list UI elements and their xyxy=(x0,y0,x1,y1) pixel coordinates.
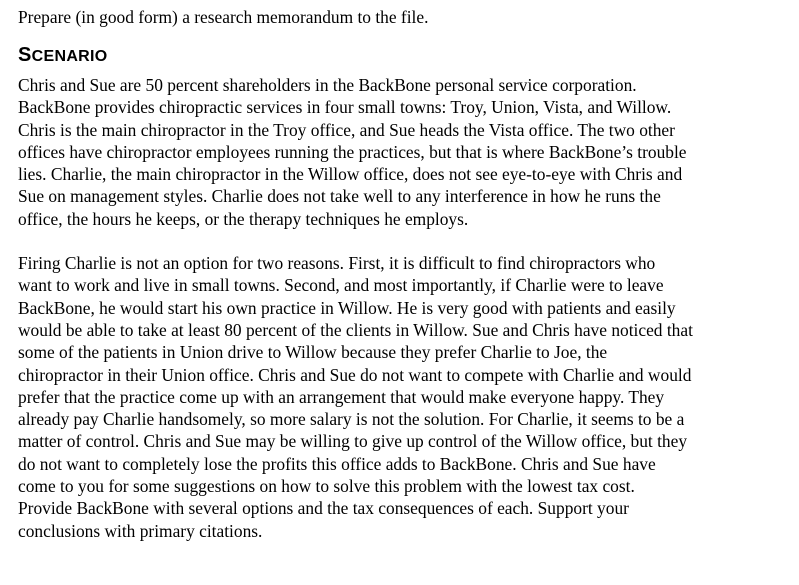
scenario-paragraph-2 xyxy=(18,252,794,542)
paragraph-line: Chris is the main chiropractor in the Troy office, and Sue heads the Vista office. The two other xyxy=(18,119,675,140)
paragraph-line: matter of control. Chris and Sue may be willing to give up control of the Willow office, but they xyxy=(18,431,688,452)
paragraph-line: prefer that the practice come up with an arrangement that would make everyone happy. They xyxy=(18,386,665,407)
paragraph-line: some of the patients in Union drive to Willow because they prefer Charlie to Joe, the xyxy=(18,342,608,363)
paragraph-line: BackBone, he would start his own practice in Willow. He is very good with patients and easily xyxy=(18,297,676,318)
intro-instruction: Prepare (in good form) a research memorandum to the file. xyxy=(18,7,429,27)
paragraph-line: already pay Charlie handsomely, so more salary is not the solution. For Charlie, it seems to be a xyxy=(18,409,685,430)
paragraph-line: come to you for some suggestions on how to solve this problem with the lowest tax cost. xyxy=(18,476,635,497)
paragraph-line: Provide BackBone with several options and the tax consequences of each. Support your xyxy=(18,498,629,519)
scenario-heading-rest: CENARIO xyxy=(31,48,108,65)
scenario-paragraph-1 xyxy=(18,74,794,230)
paragraph-line: conclusions with primary citations. xyxy=(18,520,263,541)
scenario-heading-initial: S xyxy=(18,44,32,66)
document-page xyxy=(18,6,794,542)
paragraph-line: BackBone provides chiropractic services in four small towns: Troy, Union, Vista, and Willow. xyxy=(18,97,672,118)
paragraph-line: Sue on management styles. Charlie does not take well to any interference in how he runs the xyxy=(18,186,661,207)
paragraph-line: Firing Charlie is not an option for two reasons. First, it is difficult to find chiropractors who xyxy=(18,253,656,274)
paragraph-line: would be able to take at least 80 percent of the clients in Willow. Sue and Chris have noticed that xyxy=(18,319,693,340)
paragraph-line: Chris and Sue are 50 percent shareholders in the BackBone personal service corporation. xyxy=(18,75,637,95)
paragraph-line: offices have chiropractor employees running the practices, but that is where BackBone’s trouble xyxy=(18,141,687,162)
paragraph-line: office, the hours he keeps, or the therapy techniques he employs. xyxy=(18,208,469,229)
paragraph-line: chiropractor in their Union office. Chris and Sue do not want to compete with Charlie and would xyxy=(18,364,692,385)
paragraph-line: do not want to completely lose the profits this office adds to BackBone. Chris and Sue have xyxy=(18,453,656,474)
paragraph-line: want to work and live in small towns. Second, and most importantly, if Charlie were to leave xyxy=(18,275,664,296)
paragraph-line: lies. Charlie, the main chiropractor in the Willow office, does not see eye-to-eye with Chris and xyxy=(18,164,683,185)
scenario-heading xyxy=(18,44,794,68)
